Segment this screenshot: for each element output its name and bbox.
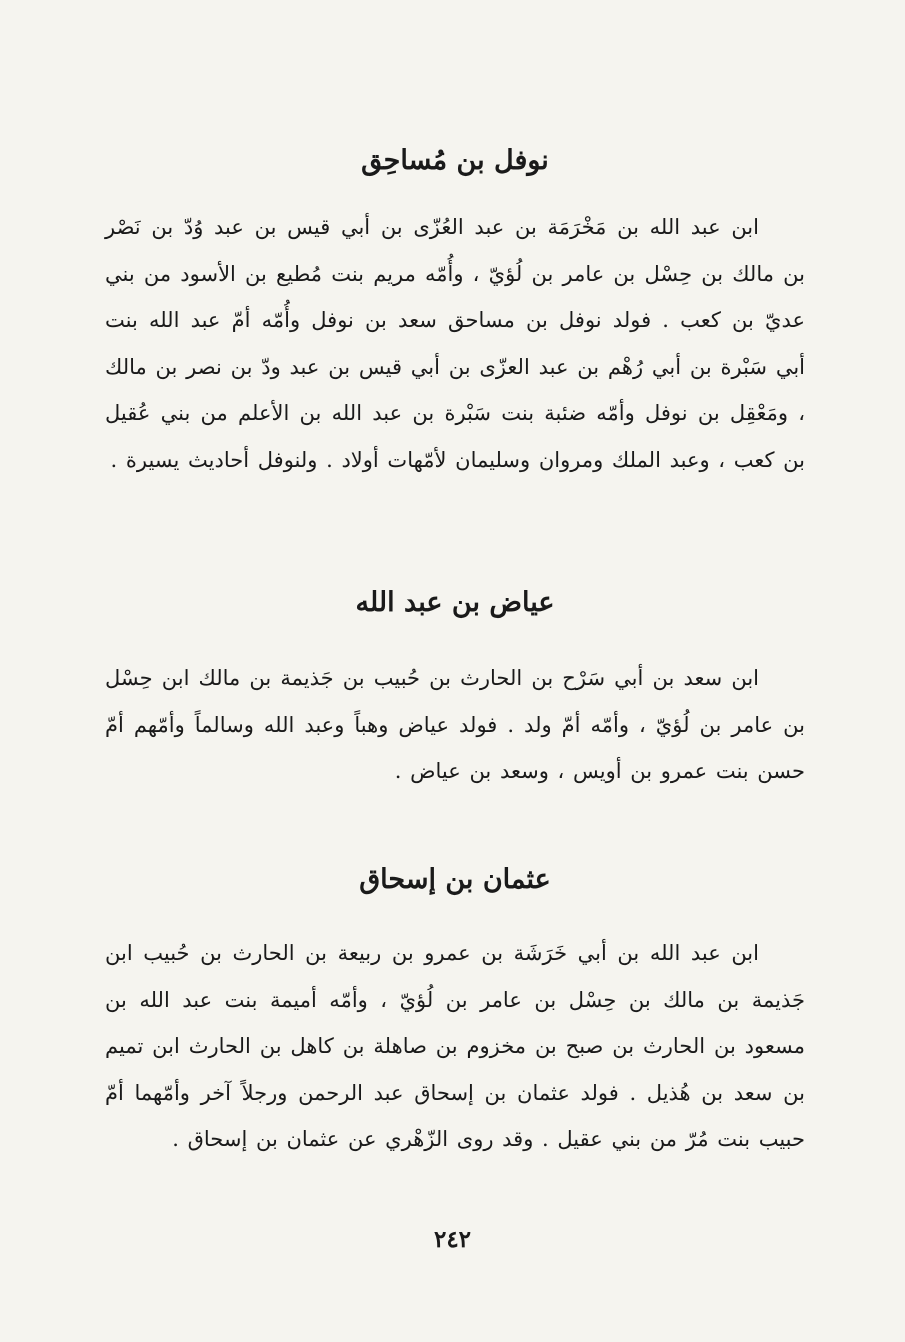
paragraph: ابن عبد الله بن مَخْرَمَة بن عبد العُزّى بن أبي قيس بن عبد وُدّ بن نَصْر بن مالك بن حِسْل بن عامر بن لُؤيّ ، وأُمّه مريم بنت مُطيع بن الأسود من بني عديّ بن كعب . فولد نوفل بن مساحق سعد بن نوفل وأُمّه أمّ عبد الله بنت أبي سَبْرة بن أبي رُهْم بن عبد العزّى بن أبي قيس بن عبد ودّ بن نصر بن مالك ، ومَعْقِل بن نوفل وأمّه ضئبة بنت سَبْرة بن عبد الله بن الأعلم من بني عُقيل بن كعب ، وعبد الملك ومروان وسليمان لأمّهات أولاد . ولنوفل أحاديث يسيرة . <box>105 215 805 472</box>
paragraph: ابن عبد الله بن أبي خَرَشَة بن عمرو بن ربيعة بن الحارث بن حُبيب ابن جَذيمة بن مالك بن حِسْل بن عامر بن لُؤيّ ، وأمّه أميمة بنت عبد الله بن مسعود بن الحارث بن صبح بن مخزوم بن صاهلة بن كاهل بن الحارث ابن تميم بن سعد بن هُذيل . فولد عثمان بن إسحاق عبد الرحمن ورجلاً آخر وأمّهما أمّ حبيب بنت مُرّ من بني عقيل . وقد روى الزّهْري عن عثمان بن إسحاق . <box>105 941 805 1151</box>
section-title-nawfal: نوفل بن مُساحِق <box>361 145 549 176</box>
section-title-iyad: عياض بن عبد الله <box>355 587 555 618</box>
section-body-nawfal <box>105 204 805 483</box>
section-body-uthman <box>105 930 805 1163</box>
section-body-iyad <box>105 655 805 795</box>
section-title-uthman: عثمان بن إسحاق <box>359 864 551 895</box>
page-number: ٢٤٢ <box>433 1226 472 1253</box>
paragraph: ابن سعد بن أبي سَرْح بن الحارث بن حُبيب بن جَذيمة بن مالك ابن حِسْل بن عامر بن لُؤيّ ، وأمّه أمّ ولد . فولد عياض وهباً وعبد الله وسالماً وأمّهم أمّ حسن بنت عمرو بن أويس ، وسعد بن عياض . <box>105 666 805 783</box>
